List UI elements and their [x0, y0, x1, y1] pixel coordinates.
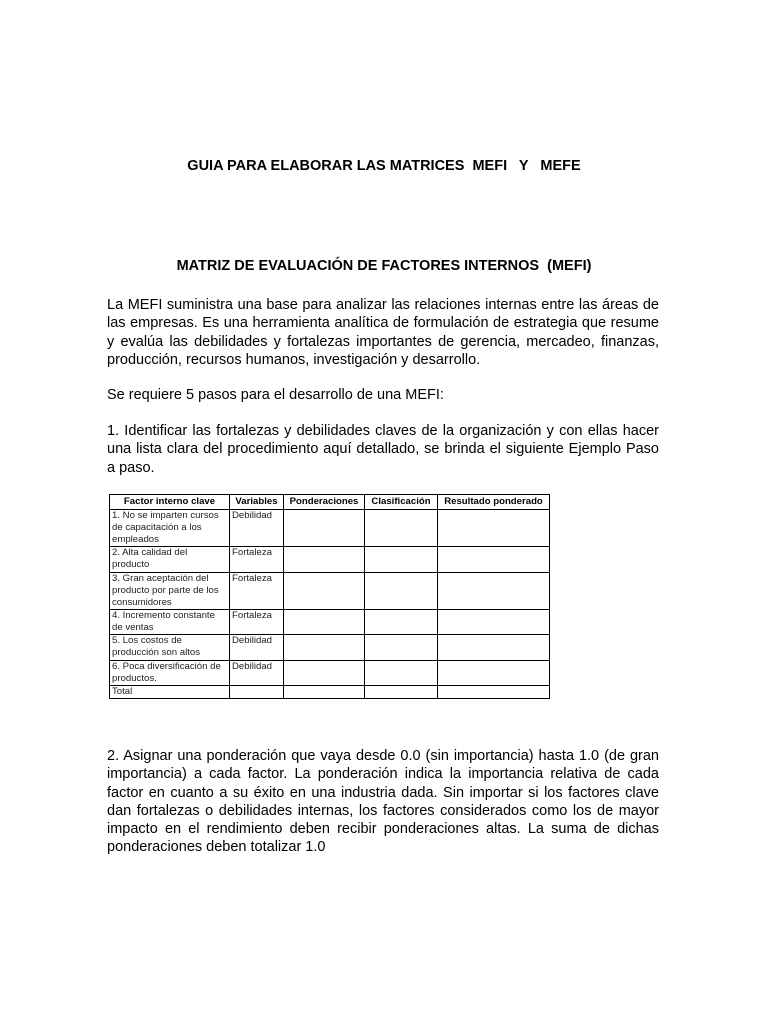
clasificacion-cell — [365, 510, 438, 547]
clasificacion-cell — [365, 547, 438, 573]
clasificacion-cell — [365, 635, 438, 661]
table-header-row — [110, 495, 550, 510]
variable-cell: Debilidad — [230, 510, 284, 547]
step1-paragraph: 1. Identificar las fortalezas y debilidades claves de la organización y con ellas hacer una lista clara del procedimiento aquí detallado, se brinda el siguiente Ejemplo Paso a paso. — [107, 423, 659, 476]
table-row — [110, 547, 550, 573]
ponderacion-cell — [284, 661, 365, 686]
table-row — [110, 661, 550, 686]
step2-paragraph: 2. Asignar una ponderación que vaya desde 0.0 (sin importancia) hasta 1.0 (de gran importancia) a cada factor. La ponderación indica la importancia relativa de cada factor en cuanto a su éxito en una industria dada. Sin importar si los factores clave dan fortalezas o debilidades internas, los factores considerados como los de mayor impacto en el rendimiento deben recibir ponderaciones altas. La suma de dichas ponderaciones deben totalizar 1.0 — [107, 748, 659, 856]
clasificacion-cell — [365, 573, 438, 610]
table-total-row — [110, 686, 550, 699]
mefi-table — [109, 494, 550, 699]
resultado-cell — [438, 510, 550, 547]
section-title: MATRIZ DE EVALUACIÓN DE FACTORES INTERNOS (MEFI) — [176, 258, 592, 274]
factor-cell: 6. Poca diversificación de productos. — [110, 661, 230, 686]
variable-cell — [230, 686, 284, 699]
factor-cell: 5. Los costos de producción son altos — [110, 635, 230, 661]
ponderacion-cell — [284, 510, 365, 547]
table-row — [110, 635, 550, 661]
variable-cell: Fortaleza — [230, 573, 284, 610]
clasificacion-cell — [365, 661, 438, 686]
factor-cell: 2. Alta calidad del producto — [110, 547, 230, 573]
factor-cell: 3. Gran aceptación del producto por parte de los consumidores — [110, 573, 230, 610]
variable-cell: Fortaleza — [230, 547, 284, 573]
steps-paragraph: Se requiere 5 pasos para el desarrollo de una MEFI: — [107, 387, 444, 403]
resultado-cell — [438, 573, 550, 610]
factor-cell: 4. Incremento constante de ventas — [110, 610, 230, 635]
header-clasificacion: Clasificación — [365, 495, 438, 510]
clasificacion-cell — [365, 610, 438, 635]
document-title: GUIA PARA ELABORAR LAS MATRICES MEFI Y MEFE — [187, 158, 581, 174]
variable-cell: Fortaleza — [230, 610, 284, 635]
resultado-cell — [438, 635, 550, 661]
header-ponderaciones: Ponderaciones — [284, 495, 365, 510]
table-row — [110, 510, 550, 547]
table-row — [110, 573, 550, 610]
table-row — [110, 610, 550, 635]
resultado-cell — [438, 547, 550, 573]
ponderacion-cell — [284, 635, 365, 661]
header-factor: Factor interno clave — [110, 495, 230, 510]
resultado-cell — [438, 661, 550, 686]
variable-cell: Debilidad — [230, 635, 284, 661]
factor-cell: 1. No se imparten cursos de capacitación a los empleados — [110, 510, 230, 547]
resultado-cell — [438, 610, 550, 635]
intro-paragraph: La MEFI suministra una base para analizar las relaciones internas entre las áreas de las empresas. Es una herramienta analítica de formulación de estrategia que resume y evalúa las debilidades y fortalezas importantes de gerencia, mercadeo, finanzas, producción, recursos humanos, investigación y desarrollo. — [107, 297, 659, 368]
ponderacion-cell — [284, 610, 365, 635]
resultado-cell — [438, 686, 550, 699]
total-label-cell: Total — [110, 686, 230, 699]
ponderacion-cell — [284, 686, 365, 699]
header-variables: Variables — [230, 495, 284, 510]
clasificacion-cell — [365, 686, 438, 699]
header-resultado: Resultado ponderado — [438, 495, 550, 510]
variable-cell: Debilidad — [230, 661, 284, 686]
ponderacion-cell — [284, 547, 365, 573]
ponderacion-cell — [284, 573, 365, 610]
